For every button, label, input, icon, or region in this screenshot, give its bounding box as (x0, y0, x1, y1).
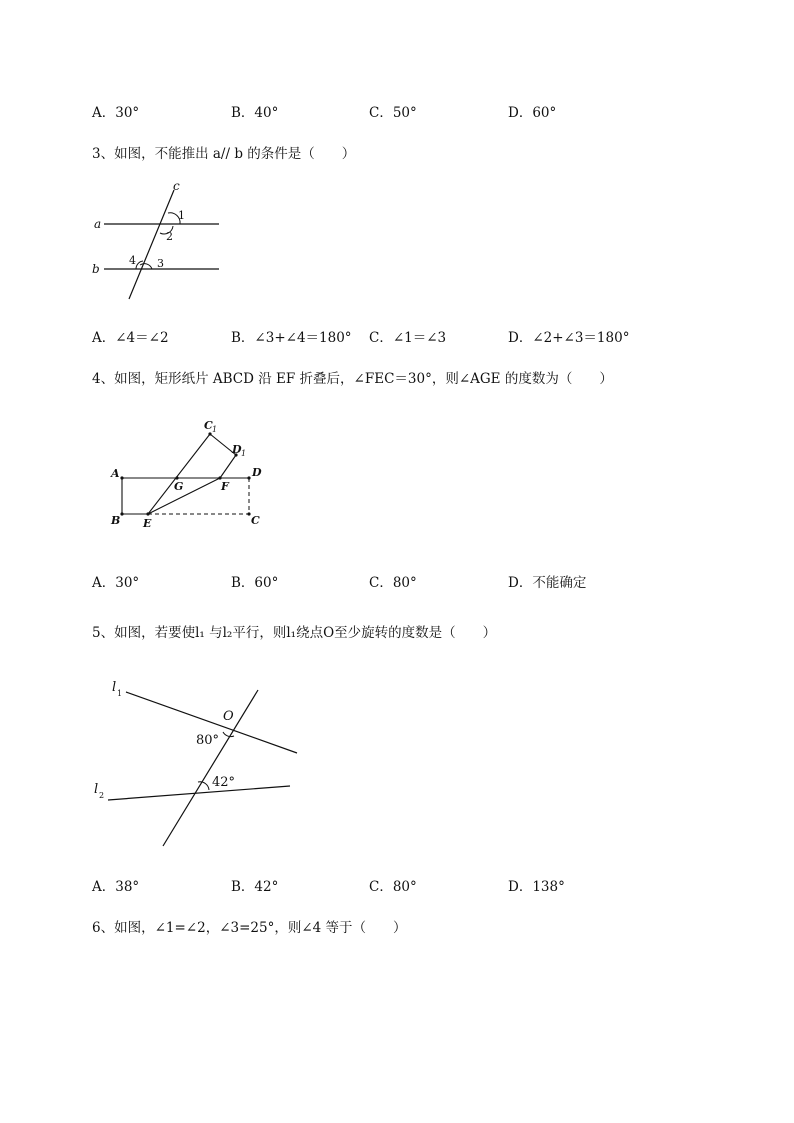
q5-stem: 5、如图，若要使l₁ 与l₂平行，则l₁绕点O至少旋转的度数是（ ） (92, 625, 497, 641)
q2-option-d: D．60° (508, 105, 557, 121)
q5-option-a: A．38° (92, 879, 140, 895)
q4-option-b: B．60° (231, 575, 279, 591)
label-F: F (221, 480, 229, 493)
q4-option-a: A．30° (92, 575, 140, 591)
q3-option-a: A．∠4＝∠2 (92, 330, 169, 346)
q3-option-c: C．∠1＝∠3 (369, 330, 447, 346)
label-3: 3 (157, 257, 164, 270)
label-2: 2 (166, 230, 173, 243)
q4-option-c: C．80° (369, 575, 417, 591)
q5-figure (90, 674, 310, 854)
label-D1: D (232, 443, 242, 456)
q5-option-c: C．80° (369, 879, 417, 895)
label-l1: l (112, 680, 117, 695)
q4-figure (106, 415, 274, 531)
label-D1-sub: 1 (241, 449, 247, 458)
label-l1-sub: 1 (117, 689, 123, 698)
q6-stem: 6、如图，∠1=∠2，∠3=25°，则∠4 等于（ ） (92, 920, 407, 936)
q3-option-d: D．∠2+∠3＝180° (508, 330, 630, 346)
q4-option-d: D．不能确定 (508, 575, 587, 591)
transversal (163, 690, 258, 846)
label-C1: C (204, 419, 213, 432)
label-l2: l (94, 782, 99, 797)
label-a: a (94, 217, 102, 231)
label-c: c (173, 179, 180, 193)
q3-figure (88, 178, 228, 304)
label-80: 80° (196, 733, 220, 748)
q2-option-a: A．30° (92, 105, 140, 121)
segment-EF (148, 478, 220, 514)
q3-stem: 3、如图，不能推出 a// b 的条件是（ ） (92, 146, 356, 162)
label-l2-sub: 2 (99, 791, 105, 800)
q2-option-c: C．50° (369, 105, 417, 121)
segment-D1F (220, 455, 236, 478)
q5-option-b: B．42° (231, 879, 279, 895)
segment-EC1 (148, 434, 210, 514)
label-1: 1 (178, 209, 185, 222)
label-E: E (143, 517, 152, 530)
label-O: O (223, 709, 234, 724)
label-A: A (111, 467, 120, 480)
label-C1-sub: 1 (212, 425, 218, 434)
q2-option-b: B．40° (231, 105, 279, 121)
label-b: b (92, 262, 100, 276)
q5-option-d: D．138° (508, 879, 565, 895)
label-4: 4 (129, 254, 136, 267)
line-l2 (108, 786, 290, 800)
q3-option-b: B．∠3+∠4＝180° (231, 330, 352, 346)
label-D: D (252, 466, 262, 479)
label-G: G (174, 480, 184, 493)
q4-stem: 4、如图，矩形纸片 ABCD 沿 EF 折叠后，∠FEC＝30°，则∠AGE 的度数为（ ） (92, 371, 613, 387)
label-B: B (111, 514, 121, 527)
label-C: C (251, 514, 260, 527)
label-42: 42° (212, 775, 236, 790)
line-c (129, 190, 174, 299)
